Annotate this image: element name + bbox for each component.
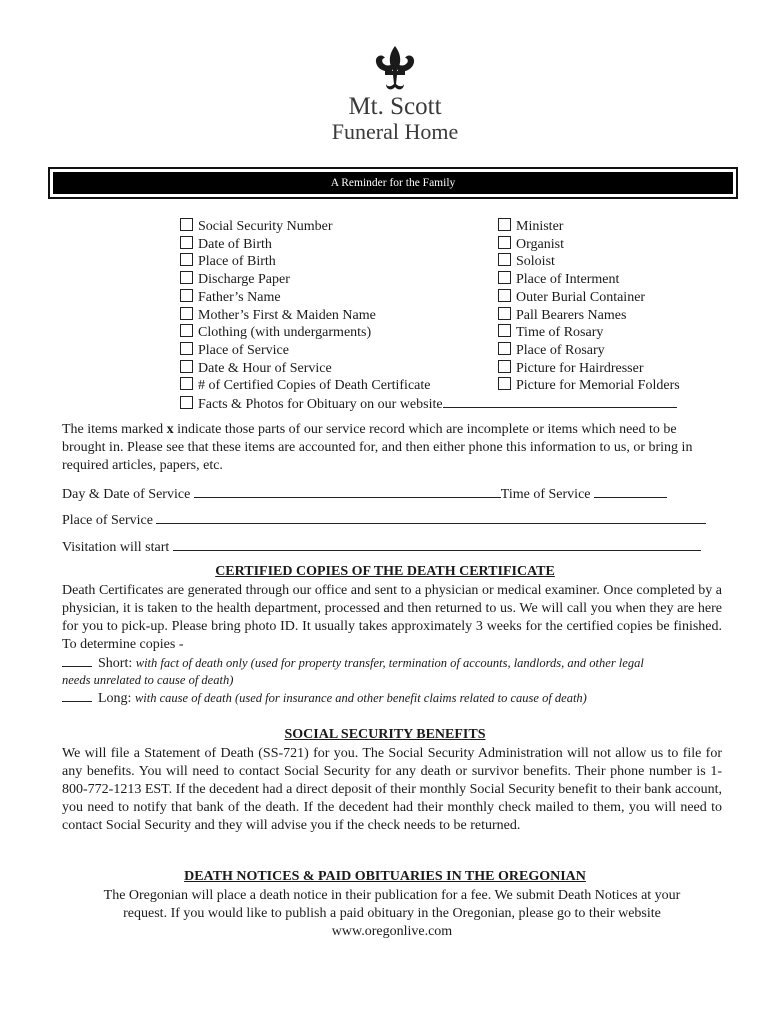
checkbox[interactable]: [180, 236, 193, 249]
checklist-item: [180, 395, 677, 414]
long-label: Long:: [98, 691, 132, 706]
short-desc-cont: needs unrelated to cause of death): [62, 673, 234, 687]
reminder-banner: [48, 167, 738, 199]
checklist-item-label: Picture for Memorial Folders: [516, 378, 680, 394]
checklist-item-label: Discharge Paper: [198, 272, 290, 288]
checklist-item: [498, 218, 680, 236]
cert-heading: CERTIFIED COPIES OF THE DEATH CERTIFICATE: [215, 564, 555, 579]
x-mark: x: [166, 422, 174, 437]
checklist-item-label: Outer Burial Container: [516, 289, 646, 305]
checklist-item-label: Date of Birth: [198, 236, 272, 252]
checkbox[interactable]: [498, 218, 511, 231]
checklist-item-label: Clothing (with undergarments): [198, 325, 372, 341]
long-blank[interactable]: [62, 701, 92, 702]
checklist-item: [498, 360, 680, 378]
ss-heading: SOCIAL SECURITY BENEFITS: [284, 727, 486, 742]
fleur-de-lis-icon: [373, 44, 417, 92]
checklist-item-label: Mother’s First & Maiden Name: [198, 307, 376, 323]
obit-url[interactable]: www.oregonlive.com: [331, 924, 453, 939]
checklist-item-label: Soloist: [516, 254, 555, 270]
visitation-line[interactable]: [173, 538, 701, 551]
obit-body: [62, 887, 722, 941]
checklist-item-label: Date & Hour of Service: [198, 360, 332, 376]
place-field[interactable]: [62, 511, 706, 529]
checkbox[interactable]: [180, 289, 193, 302]
checklist-item-label: Picture for Hairdresser: [516, 360, 644, 376]
visitation-label: Visitation will start: [62, 540, 170, 555]
checkbox[interactable]: [180, 218, 193, 231]
banner-title: A Reminder for the Family: [53, 172, 733, 194]
checklist-item-label: Place of Rosary: [516, 342, 605, 358]
checkbox[interactable]: [180, 271, 193, 284]
checklist-item: [498, 271, 680, 289]
checkbox[interactable]: [498, 236, 511, 249]
checklist-item-label: Father’s Name: [198, 289, 281, 305]
checklist-item: [498, 324, 680, 342]
checklist-item: [498, 377, 680, 395]
checklist-item: [498, 307, 680, 325]
time-label: Time of Service: [500, 487, 591, 502]
day-date-label: Day & Date of Service: [62, 487, 191, 502]
checklist-item-label: Pall Bearers Names: [516, 307, 627, 323]
time-line[interactable]: [594, 485, 667, 498]
checkbox[interactable]: [498, 342, 511, 355]
checklist-item: [498, 342, 680, 360]
short-blank[interactable]: [62, 666, 92, 667]
long-desc: with cause of death (used for insurance and other benefit claims related to cause of death): [134, 691, 587, 705]
intro-paragraph: The items marked x indicate those parts of our service record which are incomplete or items which need to be brought in. Please see that these items are accounted for, and then either phone this information to us, or bring in required articles, papers, etc.: [62, 422, 693, 473]
checklist-item-label: Place of Service: [198, 342, 289, 358]
checkbox[interactable]: [180, 342, 193, 355]
checkbox[interactable]: [498, 271, 511, 284]
obit-heading: DEATH NOTICES & PAID OBITUARIES IN THE OREGONIAN: [184, 869, 586, 884]
checklist-item-label: # of Certified Copies of Death Certificate: [198, 378, 431, 394]
cert-body: Death Certificates are generated through our office and sent to a physician or medical examiner. Once completed by a physician, it is taken to the health department, processed and then returned to us. We will call you when they are here for you to pick-up. Please bring photo ID. It usually takes approximately 3 weeks for the certified copies be finished. To determine copies -: [62, 583, 722, 652]
checkbox[interactable]: [498, 324, 511, 337]
checkbox[interactable]: [498, 289, 511, 302]
checklist-item-label: Minister: [516, 219, 564, 234]
checklist-item: [498, 253, 680, 271]
checkbox[interactable]: [498, 377, 511, 390]
short-option: [62, 656, 644, 672]
visitation-field[interactable]: [62, 538, 701, 556]
checkbox[interactable]: [498, 253, 511, 266]
checkbox[interactable]: [498, 360, 511, 373]
checkbox[interactable]: [180, 324, 193, 337]
checkbox[interactable]: [180, 360, 193, 373]
place-label: Place of Service: [62, 513, 153, 528]
checkbox[interactable]: [180, 396, 193, 409]
right-checklist: [498, 218, 680, 395]
logo-line-1: Mt. Scott: [348, 93, 442, 120]
checkbox[interactable]: [180, 377, 193, 390]
logo-line-2: Funeral Home: [331, 119, 459, 144]
short-desc: with fact of death only (used for property transfer, termination of accounts, landlords, and other legal: [135, 656, 644, 670]
checkbox[interactable]: [180, 253, 193, 266]
checklist-item-label: Time of Rosary: [516, 325, 604, 341]
short-label: Short:: [98, 656, 133, 671]
obituary-website-line[interactable]: [443, 395, 677, 408]
checklist-item-label: Place of Interment: [516, 272, 620, 288]
funeral-home-logo: [320, 44, 470, 144]
checklist-item-label: Social Security Number: [198, 219, 333, 234]
obit-line-1: The Oregonian will place a death notice in their publication for a fee. We submit Death Notices at your: [103, 888, 681, 903]
day-date-line[interactable]: [194, 485, 501, 498]
checklist-item: [498, 236, 680, 254]
obit-line-2: request. If you would like to publish a paid obituary in the Oregonian, please go to their website: [123, 906, 661, 921]
day-date-field[interactable]: [62, 485, 667, 503]
checklist-item-label: Place of Birth: [198, 254, 276, 270]
ss-body: We will file a Statement of Death (SS-721) for you. The Social Security Administration will not allow us to file for any benefits. You will need to contact Social Security for any death or survivor benefits. Their phone number is 1-800-772-1213 EST. If the decedent had a direct deposit of their monthly Social Security benefit to their bank account, you need to notify that bank of the death. If the decedent had their monthly check mailed to them, you will need to contact Social Security and they will advise you if the check needs to be returned.: [62, 746, 722, 833]
long-option: [62, 691, 587, 707]
place-line[interactable]: [156, 511, 706, 524]
checkbox[interactable]: [180, 307, 193, 320]
checkbox[interactable]: [498, 307, 511, 320]
checklist-item: [498, 289, 680, 307]
checklist-item-label: Organist: [516, 236, 564, 252]
checklist-item-label: Facts & Photos for Obituary on our website: [198, 397, 443, 413]
